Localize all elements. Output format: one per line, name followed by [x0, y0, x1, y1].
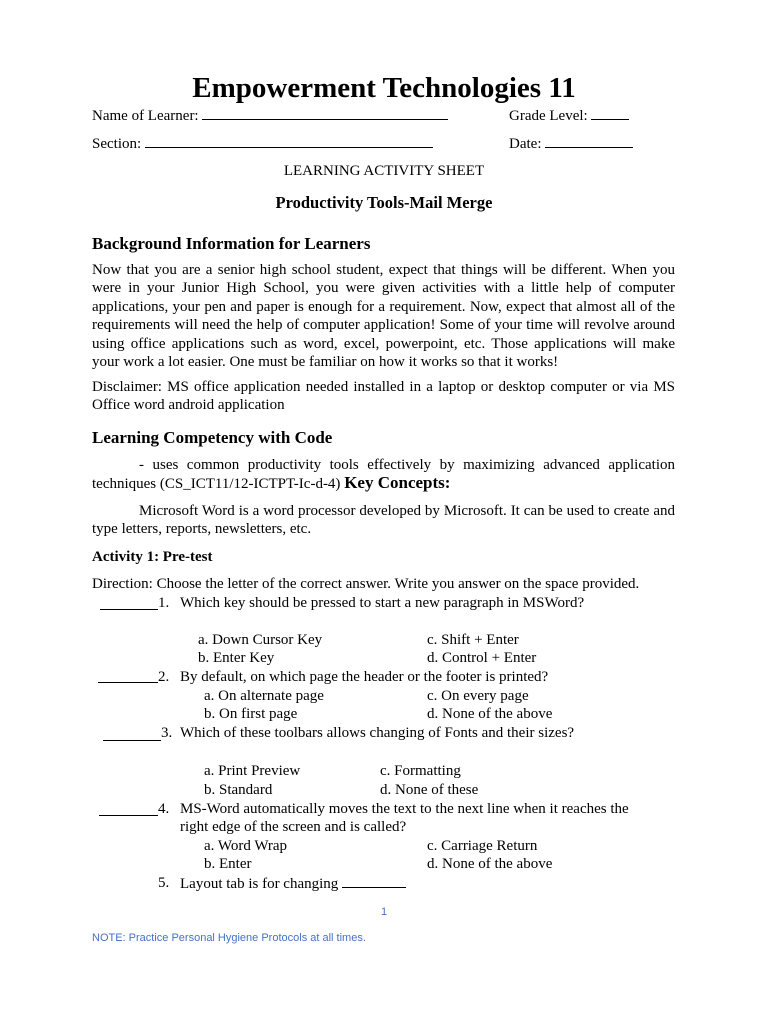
- choice-3d: d. None of these: [380, 782, 479, 798]
- choice-2c: c. On every page: [427, 688, 529, 704]
- date-field: [509, 134, 633, 154]
- activity-direction: Direction: Choose the letter of the correct answer. Write you answer on the space provided.: [92, 576, 640, 592]
- competency-heading: Learning Competency with Code: [92, 428, 333, 447]
- question-number-2: 2.: [158, 669, 170, 685]
- date-blank[interactable]: [545, 134, 633, 148]
- choice-3a: a. Print Preview: [204, 763, 301, 779]
- question-text-5: [180, 874, 406, 894]
- answer-blank-3[interactable]: [103, 727, 161, 741]
- question-text-4: MS-Word automatically moves the text to the next line when it reaches the: [180, 801, 629, 817]
- answer-blank-4[interactable]: [99, 802, 158, 816]
- choice-4d: d. None of the above: [427, 856, 553, 872]
- grade-level-field: [509, 106, 629, 126]
- answer-blank-2[interactable]: [98, 669, 158, 683]
- competency-text: - uses common productivity tools effectively by maximizing advanced application techniques (CS_ICT11/12-ICTPT-Ic-d-4): [92, 457, 675, 493]
- page-number: 1: [380, 906, 388, 918]
- choice-3c: c. Formatting: [380, 763, 461, 779]
- choice-4a: a. Word Wrap: [204, 838, 288, 854]
- question-number-4: 4.: [158, 801, 170, 817]
- choice-1d: d. Control + Enter: [427, 650, 537, 666]
- competency-paragraph: [92, 456, 675, 494]
- background-heading: Background Information for Learners: [92, 234, 371, 253]
- disclaimer-paragraph: Disclaimer: MS office application needed installed in a laptop or desktop computer or via MS Office word android application: [92, 379, 675, 414]
- choice-1b: b. Enter Key: [198, 650, 275, 666]
- activity-heading: Activity 1: Pre-test: [92, 549, 213, 565]
- page-subtitle: Productivity Tools-Mail Merge: [275, 193, 493, 212]
- question-text-1: Which key should be pressed to start a new paragraph in MSWord?: [180, 595, 585, 611]
- question-number-3: 3.: [161, 725, 173, 741]
- grade-level-blank[interactable]: [591, 106, 629, 120]
- answer-blank-1[interactable]: [100, 596, 158, 610]
- learner-name-label: Name of Learner:: [92, 108, 199, 124]
- choice-4b: b. Enter: [204, 856, 252, 872]
- learner-name-field: [92, 106, 448, 126]
- section-blank[interactable]: [145, 134, 433, 148]
- learner-name-blank[interactable]: [202, 106, 448, 120]
- question-text-2: By default, on which page the header or the footer is printed?: [180, 669, 549, 685]
- choice-2d: d. None of the above: [427, 706, 553, 722]
- choice-1c: c. Shift + Enter: [427, 632, 519, 648]
- choice-3b: b. Standard: [204, 782, 273, 798]
- key-concepts-heading: Key Concepts:: [344, 473, 451, 493]
- question-number-1: 1.: [158, 595, 170, 611]
- choice-4c: c. Carriage Return: [427, 838, 538, 854]
- sheet-label: LEARNING ACTIVITY SHEET: [283, 163, 485, 179]
- grade-level-label: Grade Level:: [509, 108, 588, 124]
- choice-2a: a. On alternate page: [204, 688, 324, 704]
- choice-2b: b. On first page: [204, 706, 298, 722]
- background-paragraph: Now that you are a senior high school student, expect that things will be different. When you were in your Junior High School, you were given activities with a little help of computer applications, your pen and paper is enough for a requirement. Now, expect that almost all of the requirements will need the help of computer application! Some of your time will revolve around using office applications such as word, excel, powerpoint, etc. Those applications will make your work a lot easier. One must be familiar on how it works so that it works!: [92, 262, 675, 371]
- page-title: Empowerment Technologies 11: [192, 72, 576, 104]
- question-text-4-cont: right edge of the screen and is called?: [180, 819, 407, 835]
- question-text-3: Which of these toolbars allows changing of Fonts and their sizes?: [180, 725, 575, 741]
- footer-note: NOTE: Practice Personal Hygiene Protocols at all times.: [92, 932, 366, 944]
- answer-blank-5[interactable]: [342, 874, 406, 888]
- choice-1a: a. Down Cursor Key: [198, 632, 323, 648]
- concept-paragraph: Microsoft Word is a word processor developed by Microsoft. It can be used to create and type letters, reports, newsletters, etc.: [92, 503, 675, 538]
- section-label: Section:: [92, 136, 142, 152]
- section-field: [92, 134, 433, 154]
- question-number-5: 5.: [158, 875, 170, 891]
- date-label: Date:: [509, 136, 542, 152]
- question-text-5-label: Layout tab is for changing: [180, 876, 339, 892]
